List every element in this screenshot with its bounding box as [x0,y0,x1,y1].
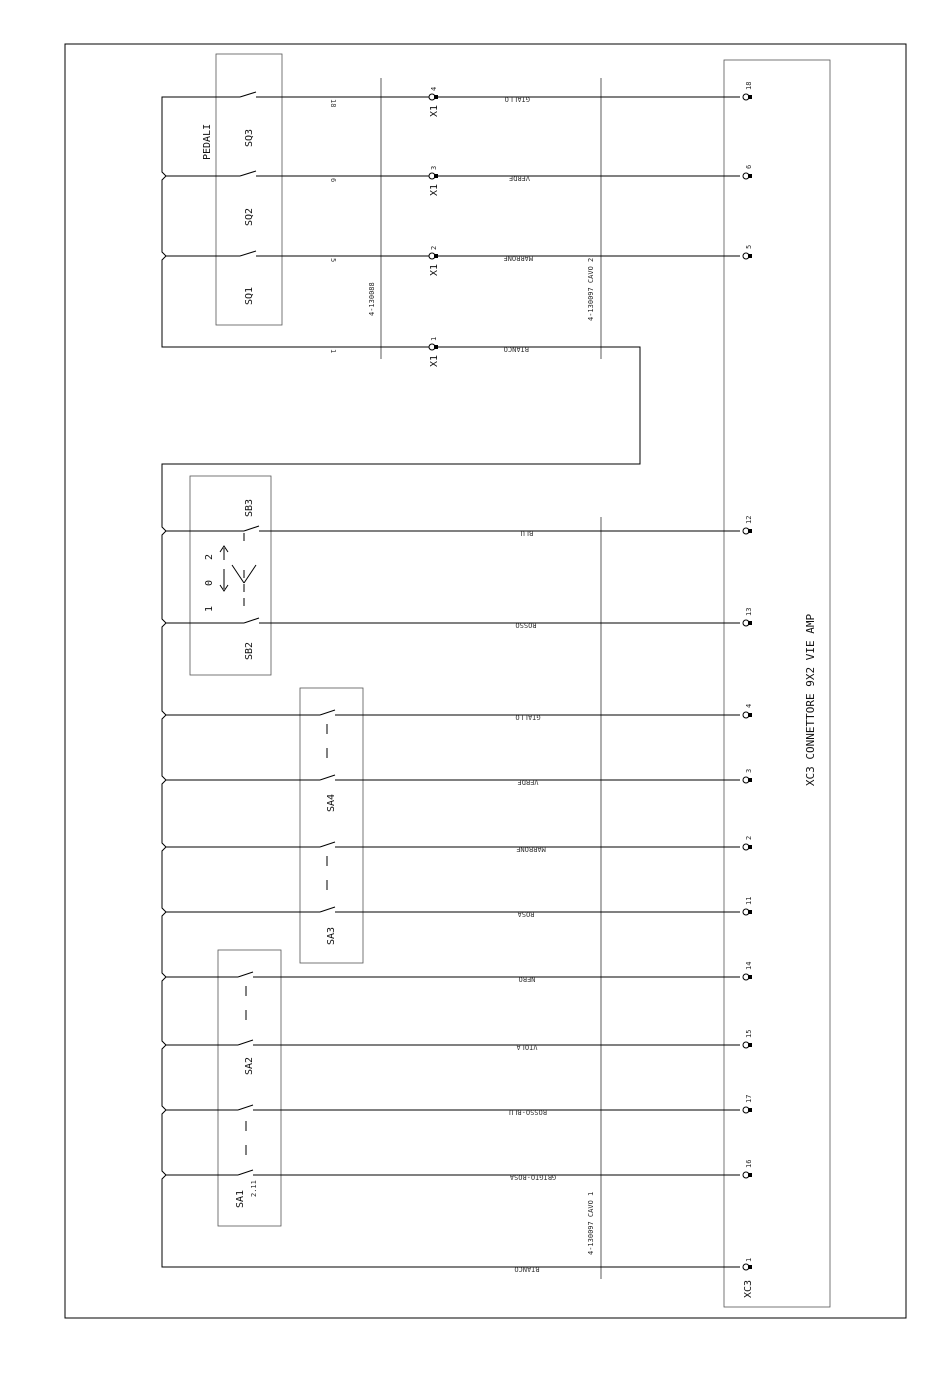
wire-color-label: BIANCO [503,345,529,353]
wire-number: 18 [329,99,337,108]
svg-text:4: 4 [430,86,438,91]
svg-text:2: 2 [204,553,215,560]
sa4-sa3-box [300,688,363,963]
switch-contact [320,775,335,780]
switch-label: SA3 [326,926,337,945]
wire-number: 1 [329,349,337,354]
wire-row [166,962,753,983]
wire-row [514,1264,752,1273]
xc3-pin-mark [748,910,752,914]
wire-color-label: ROSSO-BLU [509,1108,547,1116]
switch-contact [238,1105,253,1110]
xc3-pin-mark [748,529,752,533]
cable2-label: 4-130097 CAVO 2 [587,257,595,321]
x1-terminal-2 [429,246,440,276]
svg-text:X1: X1 [429,263,440,276]
wire-color-label: NERO [518,975,536,983]
svg-text:X1: X1 [429,104,440,117]
wire-row [166,897,753,918]
switch-label: SB3 [244,498,255,517]
wire-color-label: VIOLA [516,1043,538,1051]
svg-text:6: 6 [745,164,753,169]
xc3-pin-number: 12 [745,515,753,524]
xc3-pin-mark [748,621,752,625]
xc3-pin-number: 11 [745,896,753,905]
svg-text:1: 1 [204,605,215,612]
switch-contact [320,907,335,912]
xc3-pin-mark [748,713,752,717]
xc3-pin-number: 4 [745,703,753,708]
x1-terminal-1 [429,337,440,367]
xc3-pin-number: 14 [745,961,753,970]
xc3-pin-mark [748,1043,752,1047]
switch-label: SB2 [244,641,255,660]
pedali-label: PEDALI [202,123,213,160]
switch-label: SA2 [244,1056,255,1075]
xc3-pin-mark [748,778,752,782]
switch-contact [320,842,335,847]
switch-contact [244,526,259,531]
x1-terminal-4 [429,87,440,117]
svg-text:0: 0 [204,579,215,586]
switch-sq1 [240,251,740,305]
xc3-pin-6 [743,165,753,179]
xc3-pin-mark [748,975,752,979]
drawing-border [65,44,906,1318]
xc3-pin-mark [748,1108,752,1112]
harness-label: 4-130088 [368,282,376,316]
xc3-pin-number: 15 [745,1029,753,1038]
svg-text:XC3: XC3 [743,1279,754,1298]
xc3-pin-number: 16 [745,1159,753,1168]
svg-text:3: 3 [430,165,438,170]
wire-number: 6 [329,178,337,183]
bottom-wires [166,516,753,1273]
xc3-pin-mark [748,1265,752,1269]
wire-number: 5 [329,258,337,263]
x1-terminal-3 [429,166,440,196]
svg-text:2: 2 [430,245,438,250]
wire-row [166,769,753,786]
cable1-label: 4-130097 CAVO 1 [587,1191,595,1255]
switch-contact [238,972,253,977]
wire-color-label: VERDE [517,778,539,786]
svg-text:X1: X1 [429,354,440,367]
wire-row [166,605,753,629]
top-common-bus [162,97,740,1267]
wire-row [166,516,753,537]
wire-row [166,1030,753,1051]
xc3-pin-number: 17 [745,1094,753,1103]
wire-color-label: GIALLO [504,95,530,103]
switch-contact [244,618,259,623]
xc3-pin-number: 13 [745,607,753,616]
xc3-pin-mark [748,1173,752,1177]
wire-color-label: GRIGIO-ROSA [509,1173,557,1181]
wire-row [166,704,753,721]
xc3-pin-5 [743,245,753,259]
switch-label: SA1 [235,1189,246,1208]
wire-color-label: MARRONE [516,845,546,853]
wire-color-label: ROSSO [515,621,537,629]
switch-label: SA4 [326,793,337,812]
svg-text:1: 1 [745,1257,753,1262]
xc3-pin-18 [743,82,753,100]
sa1-ref: 2.11 [250,1180,258,1197]
svg-text:18: 18 [745,81,753,90]
svg-text:SQ2: SQ2 [244,207,255,226]
wire-color-label: BIANCO [514,1265,540,1273]
svg-text:1: 1 [430,336,438,341]
svg-text:SQ3: SQ3 [244,128,255,147]
svg-text:X1: X1 [429,183,440,196]
wire-row [166,1160,753,1181]
svg-text:SQ1: SQ1 [244,286,255,305]
switch-contact [238,1170,253,1175]
switch-sq3 [240,92,740,147]
wire-color-label: MARRONE [503,254,533,262]
switch-sq2 [240,171,740,226]
wire-color-label: VERDE [508,174,530,182]
switch-contact [238,1040,253,1045]
wire-color-label: BLU [520,529,534,537]
wire-row [166,836,753,853]
xc3-pin-mark [748,845,752,849]
wire-row [166,1095,753,1116]
connector-title: XC3 CONNETTORE 9X2 VIE AMP [804,613,817,787]
switch-contact [320,710,335,715]
sb-box [190,476,271,675]
xc3-pin-number: 3 [745,768,753,773]
wire-color-label: GIALLO [515,713,541,721]
xc3-pin-number: 2 [745,835,753,840]
svg-text:5: 5 [745,244,753,249]
wire-color-label: ROSA [517,910,535,918]
selector-symbol [204,499,256,660]
